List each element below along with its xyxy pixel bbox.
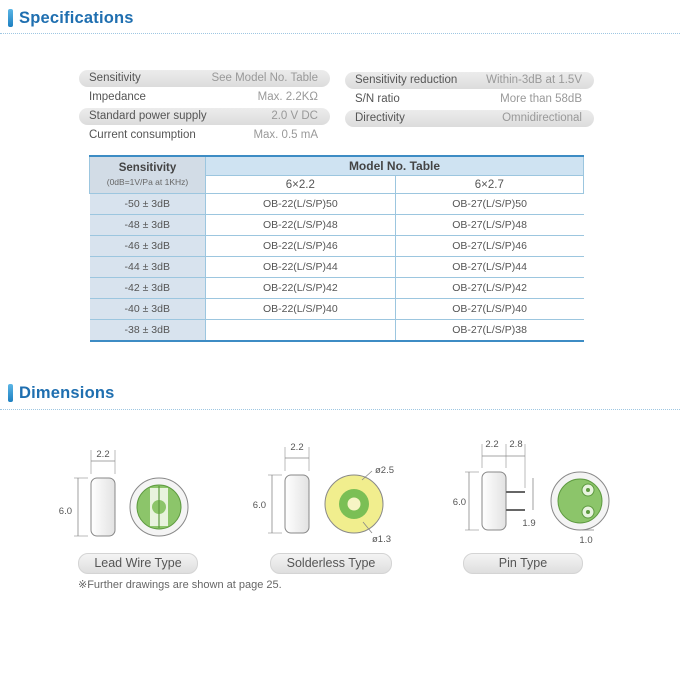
spec-label: Sensitivity: [89, 72, 141, 84]
table-row: [90, 257, 584, 278]
spec-value: See Model No. Table: [211, 72, 318, 84]
spec-directivity: [345, 110, 594, 127]
solderless-height-label: 6.0: [252, 500, 266, 511]
lead-width-label: 2.2: [96, 449, 110, 460]
dimensions-title: Dimensions: [19, 383, 115, 402]
spec-sensitivity: [79, 70, 330, 87]
model-cell: OB-27(L/S/P)44: [395, 257, 583, 278]
model-cell: OB-27(L/S/P)46: [395, 236, 583, 257]
lead-height-label: 6.0: [58, 506, 72, 517]
sensitivity-cell: -48 ± 3dB: [90, 215, 206, 236]
column-header: 6×2.7: [395, 176, 583, 194]
solderless-width-label: 2.2: [290, 442, 304, 453]
divider: [0, 33, 680, 34]
solderless-outer-dia-label: ø2.5: [375, 465, 395, 476]
sensitivity-cell: -38 ± 3dB: [90, 320, 206, 342]
model-cell: OB-27(L/S/P)50: [395, 194, 583, 215]
lead-wire-drawing: [59, 449, 188, 536]
spec-value: Within-3dB at 1.5V: [486, 74, 582, 86]
spec-value: Omnidirectional: [502, 112, 582, 124]
pin-drawing: [453, 439, 609, 546]
pin-pitch-label: 1.9: [522, 518, 536, 529]
solderless-drawing: [253, 442, 394, 545]
sensitivity-cell: -50 ± 3dB: [90, 194, 206, 215]
spec-value: More than 58dB: [500, 93, 582, 105]
specifications-header: [8, 7, 134, 29]
solderless-inner-dia-label: ø1.3: [372, 534, 392, 545]
divider: [0, 409, 680, 410]
spec-label: Impedance: [89, 91, 146, 103]
table-row: [90, 299, 584, 320]
specifications-title: Specifications: [19, 8, 134, 27]
spec-label: Standard power supply: [89, 110, 207, 122]
model-cell: OB-22(L/S/P)48: [206, 215, 396, 236]
table-row: [90, 320, 584, 342]
spec-value: 2.0 V DC: [271, 110, 318, 122]
section-bar-icon: [8, 9, 13, 27]
table-row: [90, 236, 584, 257]
model-cell: OB-22(L/S/P)50: [206, 194, 396, 215]
table-row: [90, 278, 584, 299]
spec-impedance: [79, 89, 330, 106]
model-table-title: Model No. Table: [206, 156, 584, 176]
solderless-type-label: Solderless Type: [270, 553, 392, 574]
sensitivity-cell: -42 ± 3dB: [90, 278, 206, 299]
spec-power-supply: [79, 108, 330, 125]
dimensions-header: [8, 382, 115, 404]
pin-width-label: 2.2: [485, 439, 499, 450]
table-row: [90, 194, 584, 215]
spec-label: S/N ratio: [355, 93, 400, 105]
model-cell: OB-27(L/S/P)40: [395, 299, 583, 320]
spec-label: Current consumption: [89, 129, 196, 141]
sensitivity-header-label: Sensitivity: [118, 162, 177, 174]
pin-type-label: Pin Type: [463, 553, 583, 574]
sensitivity-header-sub: (0dB=1V/Pa at 1KHz): [106, 177, 189, 187]
spec-sensitivity-reduction: [345, 72, 594, 89]
spec-label: Directivity: [355, 112, 405, 124]
footnote: ※Further drawings are shown at page 25.: [78, 579, 282, 591]
spec-label: Sensitivity reduction: [355, 74, 458, 86]
model-cell: OB-27(L/S/P)42: [395, 278, 583, 299]
section-bar-icon: [8, 384, 13, 402]
spec-sn-ratio: [345, 91, 594, 108]
model-cell: OB-22(L/S/P)46: [206, 236, 396, 257]
model-cell: OB-22(L/S/P)42: [206, 278, 396, 299]
column-header: 6×2.2: [206, 176, 396, 194]
spec-value: Max. 2.2KΩ: [257, 91, 318, 103]
model-cell: OB-22(L/S/P)40: [206, 299, 396, 320]
table-row: [90, 215, 584, 236]
model-cell: OB-27(L/S/P)38: [395, 320, 583, 342]
model-table: [89, 155, 584, 342]
model-cell: OB-27(L/S/P)48: [395, 215, 583, 236]
model-cell: OB-22(L/S/P)44: [206, 257, 396, 278]
pin-height-label: 6.0: [452, 497, 466, 508]
sensitivity-cell: -46 ± 3dB: [90, 236, 206, 257]
sensitivity-cell: -44 ± 3dB: [90, 257, 206, 278]
lead-wire-type-label: Lead Wire Type: [78, 553, 198, 574]
pin-length-label: 2.8: [509, 439, 523, 450]
pin-dia-label: 1.0: [579, 535, 593, 546]
sensitivity-header: [90, 156, 206, 194]
sensitivity-cell: -40 ± 3dB: [90, 299, 206, 320]
spec-value: Max. 0.5 mA: [253, 129, 318, 141]
model-cell: [206, 320, 396, 342]
spec-current: [79, 127, 330, 144]
dimension-drawings: [0, 430, 680, 560]
